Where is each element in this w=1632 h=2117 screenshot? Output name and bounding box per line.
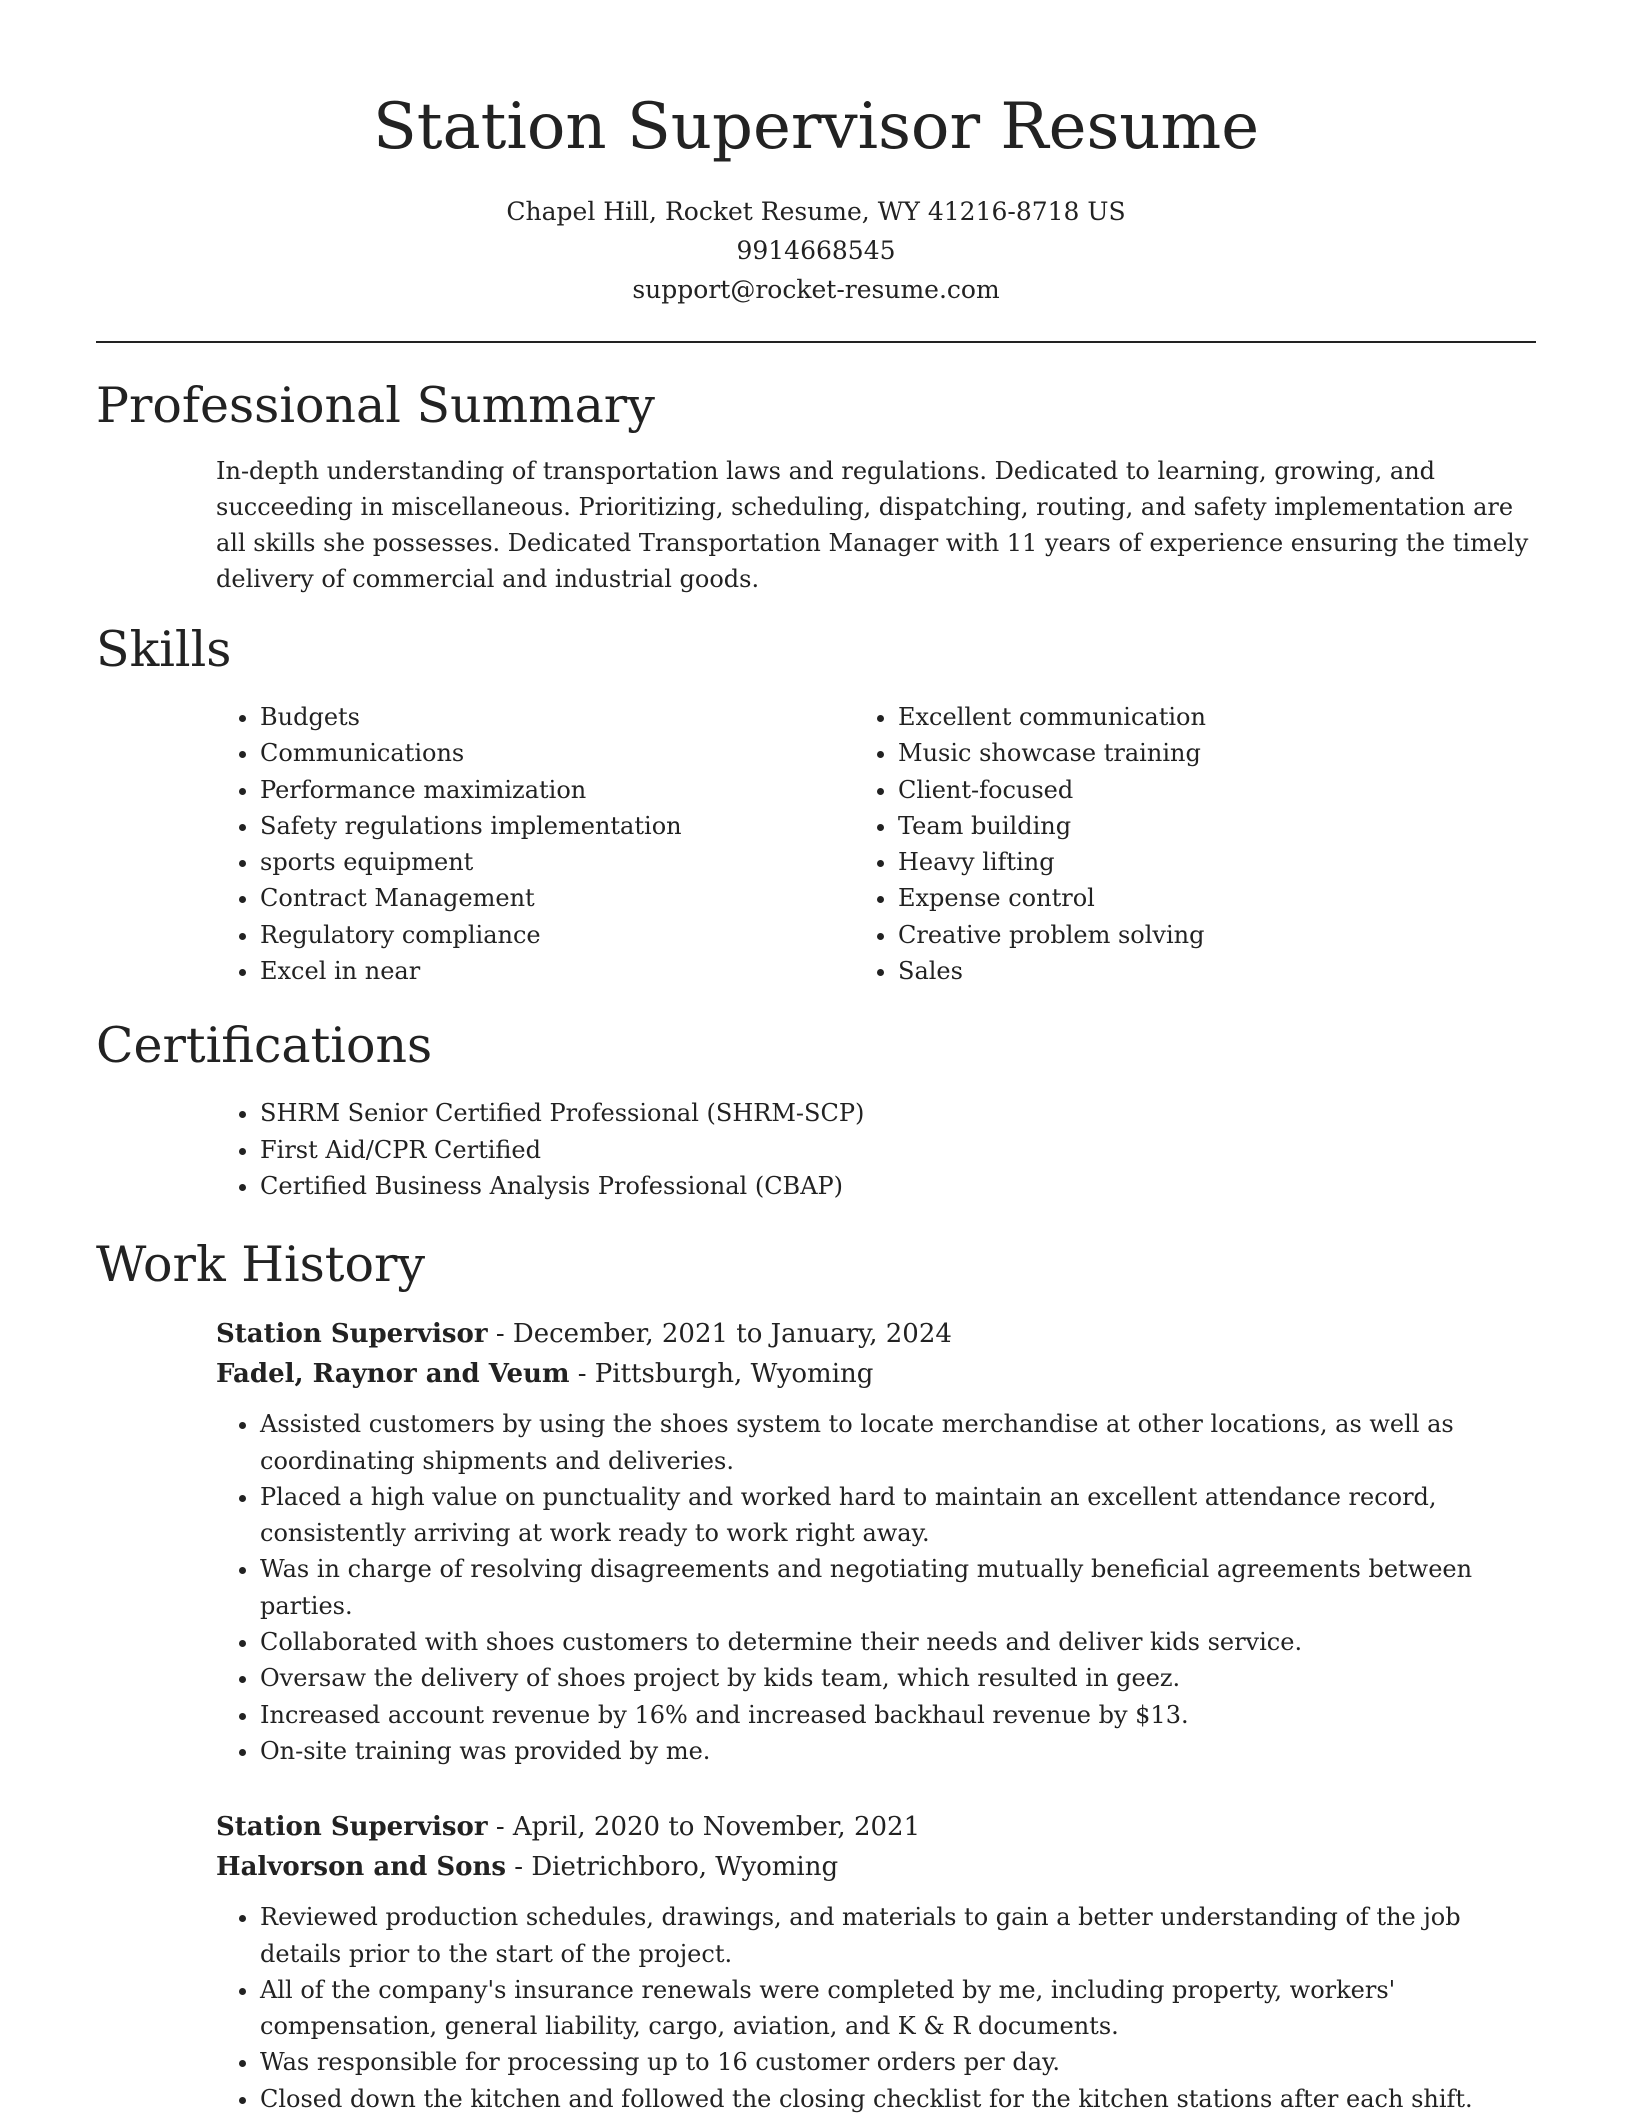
summary-heading: Professional Summary bbox=[96, 377, 655, 434]
skill-item: • Client-focused bbox=[898, 772, 1536, 808]
skill-item: • Expense control bbox=[898, 880, 1536, 916]
job-company: Fadel, Raynor and Veum bbox=[216, 1359, 570, 1390]
skill-item: • sports equipment bbox=[260, 844, 898, 880]
skill-item: • Creative problem solving bbox=[898, 917, 1536, 953]
skills-columns bbox=[260, 699, 1536, 989]
contact-address: Chapel Hill, Rocket Resume, WY 41216-8718 US bbox=[506, 197, 1126, 226]
certification-item: • Certified Business Analysis Professional (CBAP) bbox=[260, 1168, 1536, 1204]
job-bullets bbox=[232, 1406, 1536, 1769]
job-title: Station Supervisor bbox=[216, 1812, 488, 1843]
skill-item: • Team building bbox=[898, 808, 1536, 844]
job-title-line bbox=[216, 1314, 1536, 1354]
skill-item: • Communications bbox=[260, 735, 898, 771]
job-company: Halvorson and Sons bbox=[216, 1852, 507, 1883]
skill-item: • Safety regulations implementation bbox=[260, 808, 898, 844]
job-location: - Dietrichboro, Wyoming bbox=[506, 1852, 839, 1883]
job-location: - Pittsburgh, Wyoming bbox=[569, 1359, 874, 1390]
job-entry bbox=[216, 1314, 1536, 1769]
header-divider bbox=[96, 341, 1536, 343]
skill-item: • Budgets bbox=[260, 699, 898, 735]
certifications-heading: Certifications bbox=[96, 1017, 433, 1075]
job-title: Station Supervisor bbox=[216, 1319, 488, 1350]
job-title-line bbox=[216, 1807, 1536, 1847]
skills-list-left bbox=[260, 699, 898, 989]
job-bullet: • Increased account revenue by 16% and increased backhaul revenue by $13. bbox=[260, 1697, 1536, 1733]
summary-text: In-depth understanding of transportation laws and regulations. Dedicated to learning, growing, and succeeding in miscellaneous. Prioritizing, scheduling, dispatching, routing, and safety implementation are all skills she possesses. Dedicated Transportation Manager with 11 years of experience ensuring the timely delivery of commercial and industrial goods. bbox=[216, 457, 1529, 593]
job-dates: - December, 2021 to January, 2024 bbox=[487, 1319, 952, 1350]
skill-item: • Excel in near bbox=[260, 953, 898, 989]
job-company-line bbox=[216, 1354, 1536, 1394]
job-bullets bbox=[232, 1899, 1536, 2117]
skill-item: • Heavy lifting bbox=[898, 844, 1536, 880]
contact-email: support@rocket-resume.com bbox=[632, 275, 1000, 304]
skill-item: • Music showcase training bbox=[898, 735, 1536, 771]
skill-item: • Excellent communication bbox=[898, 699, 1536, 735]
skills-heading: Skills bbox=[96, 621, 232, 678]
certification-item: • SHRM Senior Certified Professional (SHRM-SCP) bbox=[260, 1095, 1536, 1131]
skills-list-right bbox=[898, 699, 1536, 989]
job-bullet: • On-site training was provided by me. bbox=[260, 1733, 1536, 1769]
certification-item: • First Aid/CPR Certified bbox=[260, 1132, 1536, 1168]
skill-item: • Contract Management bbox=[260, 880, 898, 916]
resume-title: Station Supervisor Resume bbox=[372, 90, 1260, 164]
resume-header bbox=[96, 0, 1536, 309]
job-bullet: • Was in charge of resolving disagreements and negotiating mutually beneficial agreements between parties. bbox=[260, 1551, 1536, 1624]
skills-section bbox=[96, 617, 1536, 989]
job-bullet: • Assisted customers by using the shoes system to locate merchandise at other locations, as well as coordinating shipments and deliveries. bbox=[260, 1406, 1536, 1479]
skill-item: • Sales bbox=[898, 953, 1536, 989]
skill-item: • Regulatory compliance bbox=[260, 917, 898, 953]
job-bullet: • Placed a high value on punctuality and worked hard to maintain an excellent attendance record, consistently arriving at work ready to work right away. bbox=[260, 1479, 1536, 1552]
job-bullet: • Reviewed production schedules, drawings, and materials to gain a better understanding of the job details prior to the start of the project. bbox=[260, 1899, 1536, 1972]
job-bullet: • Oversaw the delivery of shoes project by kids team, which resulted in geez. bbox=[260, 1660, 1536, 1696]
job-bullet: • Was responsible for processing up to 16 customer orders per day. bbox=[260, 2044, 1536, 2080]
certifications-list bbox=[232, 1095, 1536, 1204]
certifications-section bbox=[96, 1013, 1536, 1204]
summary-section bbox=[96, 373, 1536, 597]
job-entry bbox=[216, 1807, 1536, 2117]
skill-item: • Performance maximization bbox=[260, 772, 898, 808]
work-history-section bbox=[96, 1232, 1536, 2117]
job-bullet: • All of the company's insurance renewals were completed by me, including property, workers' compensation, general liability, cargo, aviation, and K & R documents. bbox=[260, 1972, 1536, 2045]
contact-phone: 9914668545 bbox=[736, 236, 896, 265]
work-history-heading: Work History bbox=[96, 1236, 426, 1294]
job-bullet: • Collaborated with shoes customers to determine their needs and deliver kids service. bbox=[260, 1624, 1536, 1660]
contact-info bbox=[96, 192, 1536, 309]
job-bullet: • Closed down the kitchen and followed the closing checklist for the kitchen stations after each shift. bbox=[260, 2081, 1536, 2117]
job-company-line bbox=[216, 1847, 1536, 1887]
job-dates: - April, 2020 to November, 2021 bbox=[487, 1812, 921, 1843]
